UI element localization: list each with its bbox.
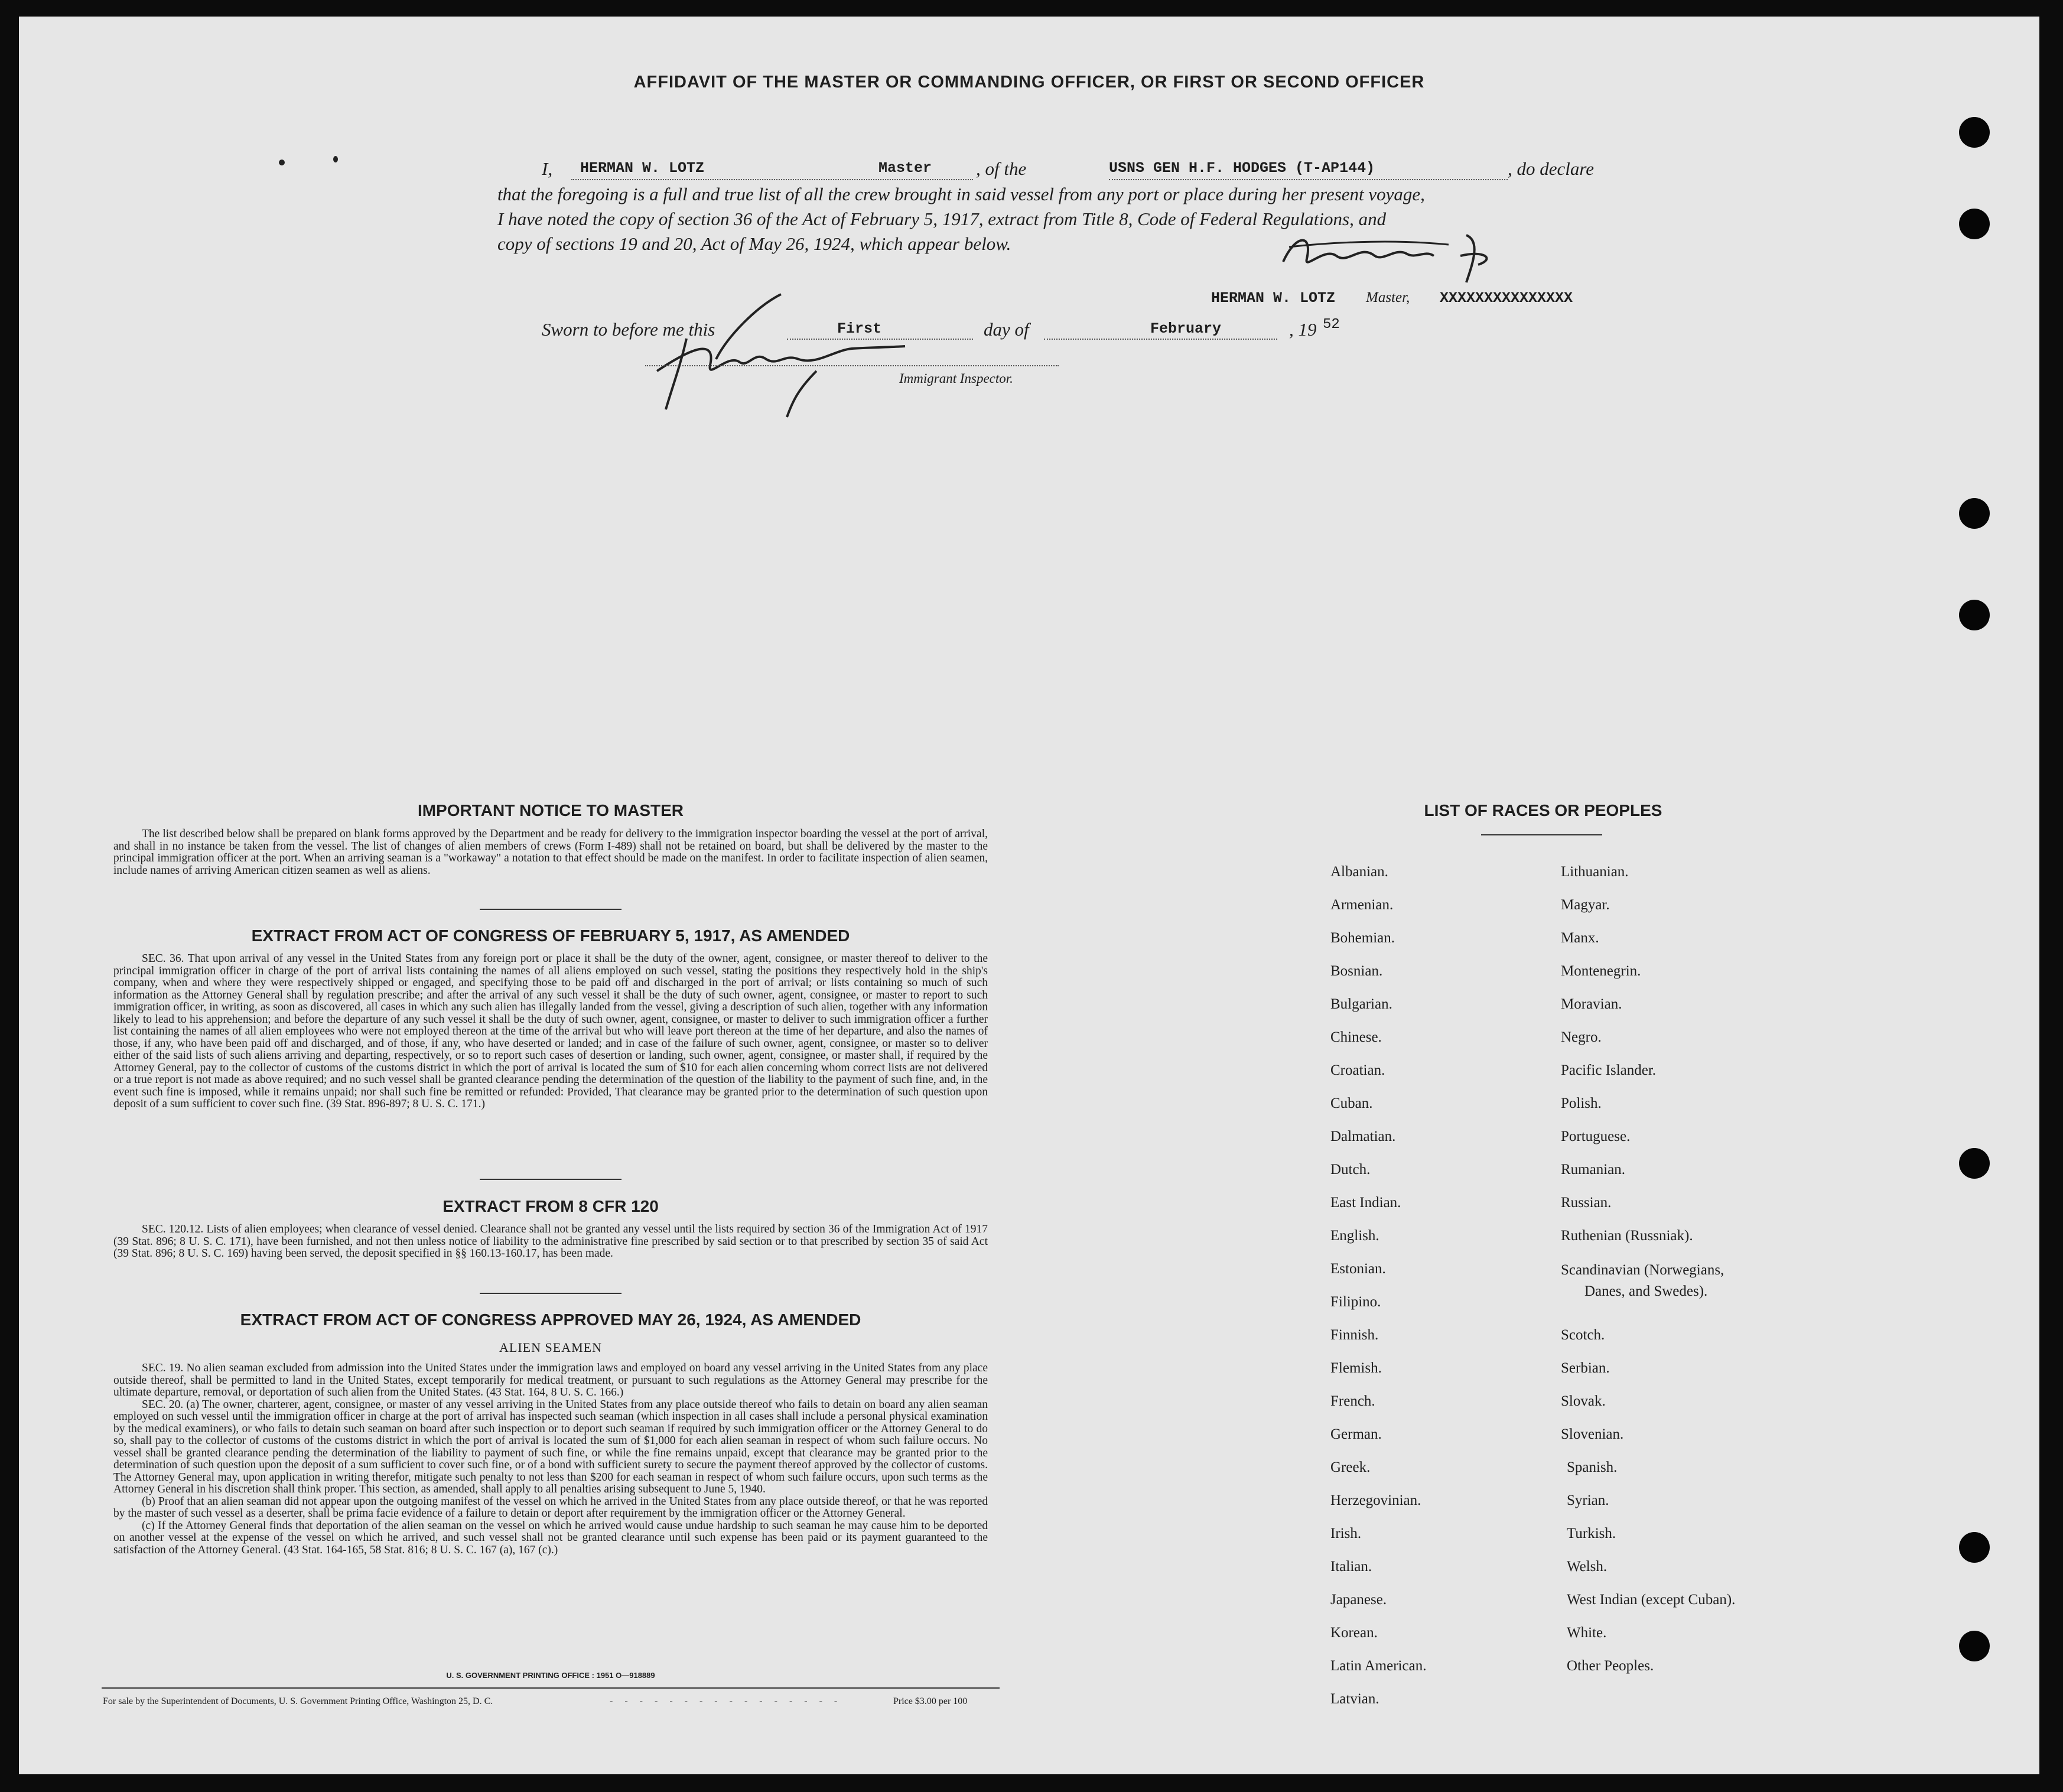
- ink-speck: [279, 160, 285, 165]
- pronoun-label: I,: [542, 158, 553, 179]
- race-item: Irish.: [1330, 1526, 1362, 1541]
- notice-title: IMPORTANT NOTICE TO MASTER: [417, 801, 684, 819]
- race-item: Armenian.: [1330, 897, 1394, 913]
- race-item: Albanian.: [1330, 864, 1388, 880]
- race-item: Dalmatian.: [1330, 1128, 1396, 1144]
- punch-hole: [1959, 1532, 1990, 1563]
- race-item: Slovenian.: [1561, 1426, 1624, 1442]
- declaration-line-2: that the foregoing is a full and true list of all the crew brought in said vessel from any port or place during her present voyage,: [497, 184, 1425, 204]
- race-item: Scandinavian (Norwegians,: [1561, 1262, 1724, 1278]
- vessel-underline: [1109, 179, 1508, 180]
- notice-body: The list described below shall be prepared on blank forms approved by the Department and be ready for delivery to the immigration inspector boarding the vessel at the port of arrival, and shall in no instance be taken from the vessel. The list of changes of alien members of crews (Form I-489) shall not be retained on board, but shall be delivered by the master to the principal immigration officer at the port. When an arriving seaman is a "workaway" a notation to that effect should be made on the manifest. In order to facilitate inspection of alien seamen, include names of arriving American citizen seamen as well as aliens.: [113, 828, 988, 877]
- race-item: English.: [1330, 1228, 1379, 1244]
- punch-hole: [1959, 498, 1990, 529]
- race-item: Bulgarian.: [1330, 996, 1392, 1012]
- signer-typed-name: HERMAN W. LOTZ: [1211, 290, 1336, 307]
- sworn-prefix: Sworn to before me this: [542, 319, 715, 340]
- race-item: Lithuanian.: [1561, 864, 1629, 880]
- punch-hole: [1959, 1148, 1990, 1179]
- race-item: Polish.: [1561, 1095, 1602, 1111]
- race-item: Montenegrin.: [1561, 963, 1641, 979]
- race-item: Latin American.: [1330, 1658, 1427, 1674]
- race-item: Greek.: [1330, 1459, 1371, 1475]
- document-page: [19, 17, 2039, 1774]
- races-divider: [1481, 834, 1602, 835]
- race-item: German.: [1330, 1426, 1382, 1442]
- punch-hole: [1959, 1631, 1990, 1661]
- master-name-underline: [571, 179, 973, 180]
- sec19-paragraph: SEC. 19. No alien seaman excluded from admission into the United States under the immigration laws and employed on board any vessel arriving in the United States from any place outside thereof, shall be permitted to land in the United States, except temporarily for medical treatment, or pursuant to such regulations as the Attorney General may prescribe for the ultimate departure, removal, or deportation of such alien from the United States. (43 Stat. 164, 8 U. S. C. 166.): [113, 1362, 988, 1399]
- declaration-line-1: [542, 158, 1735, 182]
- race-item: Magyar.: [1561, 897, 1610, 913]
- race-item: West Indian (except Cuban).: [1567, 1592, 1736, 1608]
- extract-1924-title: EXTRACT FROM ACT OF CONGRESS APPROVED MAY 26, 1924, AS AMENDED: [240, 1310, 861, 1329]
- race-item: Moravian.: [1561, 996, 1622, 1012]
- inspector-label: Immigrant Inspector.: [899, 371, 1013, 386]
- extract-1917-body: SEC. 36. That upon arrival of any vessel in the United States from any foreign port or place it shall be the duty of the owner, agent, consignee, or master thereof to deliver to the principal immigration officer in charge of the port of arrival lists containing the names of all aliens employed on such vessel, stating the positions they respectively hold in the ship's company, when and where they were respectively shipped or engaged, and specifying those to be paid off and discharged in the port of arrival; or lists containing so much of such information as the Attorney General shall by regulation prescribe; and after the arrival of any such vessel it shall be the duty of such owner, agent, consignee, or master to report to such immigration officer, in writing, as soon as discovered, all cases in which any such alien has illegally landed from the vessel, giving a description of such alien, together with any information likely to lead to his apprehension; and before the departure of any such vessel it shall be the duty of such owner, agent, consignee, or master to deliver to such immigration officer a further list containing the names of all alien employees who were not employed thereon at the time of the arrival but who will leave port thereon at the time of her departure, and also the names of those, if any, who have been paid off and discharged, and of those, if any, who have deserted or landed; and in case of the failure of such owner, agent, consignee, or master so to deliver either of the said lists of such aliens arriving and departing, respectively, or so to report such cases of desertion or landing, such owner, agent, consignee, or master shall, if required by the Attorney General, pay to the collector of customs of the customs district in which the port of arrival is located the sum of $10 for each alien concerning whom correct lists are not delivered or a true report is not made as above required; and no such vessel shall be granted clearance pending the determination of the question of the liability to the payment of such fine, and, in the event such fine is imposed, while it remains unpaid; nor shall such fine be remitted or refunded: Provided, That clearance may be granted prior to the determination of such question upon deposit of a sum sufficient to cover such fine. (39 Stat. 896-897; 8 U. S. C. 171.): [113, 952, 988, 1110]
- race-item: Finnish.: [1330, 1327, 1379, 1343]
- race-item: Pacific Islander.: [1561, 1062, 1657, 1078]
- race-item: Herzegovinian.: [1330, 1492, 1421, 1508]
- inspector-signature: [621, 282, 952, 418]
- race-item: Danes, and Swedes).: [1584, 1283, 1708, 1299]
- race-item: Korean.: [1330, 1625, 1378, 1641]
- race-item: Syrian.: [1567, 1492, 1609, 1508]
- race-item: Bosnian.: [1330, 963, 1383, 979]
- extract-1924-subtitle: ALIEN SEAMEN: [499, 1340, 602, 1355]
- role-value: Master: [878, 160, 932, 177]
- punch-hole: [1959, 209, 1990, 239]
- sec20c-paragraph: (c) If the Attorney General finds that deportation of the alien seaman on the vessel on which he arrived would cause undue hardship to such seaman he may cause him to be deported on another vessel at the expense of the vessel on which he arrived, and such vessel shall not be granted clearance until such expense has been paid or its payment guaranteed to the satisfaction of the Attorney General. (43 Stat. 164-165, 58 Stat. 816; 8 U. S. C. 167 (a), 167 (c).): [113, 1519, 988, 1556]
- footer-sale-note: For sale by the Superintendent of Documents, U. S. Government Printing Office, Washington 25, D. C.: [103, 1696, 493, 1706]
- race-item: Negro.: [1561, 1029, 1602, 1045]
- of-the-label: , of the: [976, 158, 1027, 179]
- race-item: Estonian.: [1330, 1261, 1386, 1277]
- race-item: Ruthenian (Russniak).: [1561, 1228, 1693, 1244]
- race-item: Italian.: [1330, 1559, 1372, 1575]
- sec20a-paragraph: SEC. 20. (a) The owner, charterer, agent, consignee, or master of any vessel arriving in the United States from any place outside thereof who fails to detain on board any alien seaman employed on such vessel until the immigration officer in charge at the port of arrival has inspected such seaman (which inspection in all cases shall include a personal physical examination by the medical examiners), or who fails to detain such seaman on board after such inspection or to deport such seaman if required by such immigration officer or the Attorney General to do so, shall pay to the collector of customs of the customs district in which the port of arrival is located the sum of $1,000 for each alien seaman in respect of whom such failure occurs. No vessel shall be granted clearance pending the determination of the liability to payment of such fine, or while the fine remains unpaid, except that clearance may be granted prior to the determination of such question upon the deposit of a sum sufficient to cover such fine, or of a bond with sufficient surety to secure the payment thereof approved by the collector of customs. The Attorney General may, upon application in writing therefor, mitigate such penalty to not less than $200 for each seaman in respect of whom such failure occurs, upon such terms as the Attorney General in his discretion shall think proper. This section, as amended, shall apply to all penalties arising subsequent to June 5, 1940.: [113, 1398, 988, 1495]
- race-item: Latvian.: [1330, 1691, 1379, 1707]
- race-item: Spanish.: [1567, 1459, 1618, 1475]
- divider: [480, 1179, 621, 1180]
- footer-dots: - - - - - - - - - - - - - - - -: [610, 1696, 842, 1706]
- race-item: Manx.: [1561, 930, 1599, 946]
- footer-rule: [102, 1687, 1000, 1689]
- race-item: Scotch.: [1561, 1327, 1605, 1343]
- race-item: Slovak.: [1561, 1393, 1606, 1409]
- race-item: Serbian.: [1561, 1360, 1610, 1376]
- race-item: Other Peoples.: [1567, 1658, 1654, 1674]
- year-prefix: , 19: [1289, 319, 1317, 340]
- race-item: Flemish.: [1330, 1360, 1382, 1376]
- do-declare-label: , do declare: [1508, 158, 1595, 179]
- vessel-value: USNS GEN H.F. HODGES (T-AP144): [1109, 160, 1375, 177]
- punch-hole: [1959, 600, 1990, 630]
- sworn-month-value: February: [1150, 320, 1222, 337]
- race-item: Croatian.: [1330, 1062, 1385, 1078]
- race-item: Cuban.: [1330, 1095, 1373, 1111]
- race-item: Rumanian.: [1561, 1162, 1626, 1178]
- extract-1924-body: [113, 1362, 988, 1556]
- race-item: Portuguese.: [1561, 1128, 1631, 1144]
- inspector-signature-line: [645, 365, 1059, 366]
- affidavit-title: AFFIDAVIT OF THE MASTER OR COMMANDING OFFICER, OR FIRST OR SECOND OFFICER: [633, 73, 1425, 92]
- year-suffix-value: 52: [1323, 317, 1340, 333]
- signer-title: Master,: [1366, 290, 1410, 305]
- race-item: White.: [1567, 1625, 1607, 1641]
- sworn-month-underline: [1044, 339, 1277, 340]
- struck-title: XXXXXXXXXXXXXXX: [1440, 290, 1573, 307]
- divider: [480, 909, 621, 910]
- extract-1917-title: EXTRACT FROM ACT OF CONGRESS OF FEBRUARY 5, 1917, AS AMENDED: [251, 926, 850, 945]
- races-title: LIST OF RACES OR PEOPLES: [1424, 801, 1662, 819]
- divider: [480, 1293, 621, 1294]
- race-item: Turkish.: [1567, 1526, 1616, 1541]
- extract-cfr-body: SEC. 120.12. Lists of alien employees; when clearance of vessel denied. Clearance shall not be granted any vessel until the lists required by section 36 of the Immigration Act of 1917 (39 Stat. 896; 8 U. S. C. 171), have been furnished, and not then unless notice of liability to the administrative fine prescribed by said section or to that prescribed by section 35 of said Act (39 Stat. 896; 8 U. S. C. 169) having been served, the deposit specified in §§ 160.13-160.17, has been made.: [113, 1223, 988, 1260]
- punch-hole: [1959, 117, 1990, 148]
- race-item: Bohemian.: [1330, 930, 1395, 946]
- declaration-line-3: I have noted the copy of section 36 of the Act of February 5, 1917, extract from Title 8, Code of Federal Regulations, and: [497, 209, 1387, 229]
- race-item: Russian.: [1561, 1195, 1612, 1211]
- ink-speck: [333, 156, 338, 162]
- gpo-imprint: U. S. GOVERNMENT PRINTING OFFICE : 1951 O—918889: [446, 1671, 655, 1680]
- race-item: French.: [1330, 1393, 1375, 1409]
- sworn-day-value: First: [837, 320, 882, 337]
- master-signature: [1271, 223, 1555, 288]
- race-item: Japanese.: [1330, 1592, 1387, 1608]
- master-name-value: HERMAN W. LOTZ: [580, 160, 705, 177]
- race-item: Welsh.: [1567, 1559, 1608, 1575]
- race-item: Dutch.: [1330, 1162, 1371, 1178]
- footer-price: Price $3.00 per 100: [893, 1696, 968, 1706]
- race-item: Filipino.: [1330, 1294, 1381, 1310]
- sec20b-paragraph: (b) Proof that an alien seaman did not appear upon the outgoing manifest of the vessel on which he arrived in the United States from any place outside thereof, or that he was reported by the master of such vessel as a deserter, shall be prima facie evidence of a failure to detain or deport after requirement by the immigration officer or the Attorney General.: [113, 1495, 988, 1520]
- extract-cfr-title: EXTRACT FROM 8 CFR 120: [442, 1197, 659, 1215]
- declaration-line-4: copy of sections 19 and 20, Act of May 26, 1924, which appear below.: [497, 233, 1011, 254]
- day-of-label: day of: [984, 319, 1029, 340]
- race-item: Chinese.: [1330, 1029, 1382, 1045]
- race-item: East Indian.: [1330, 1195, 1401, 1211]
